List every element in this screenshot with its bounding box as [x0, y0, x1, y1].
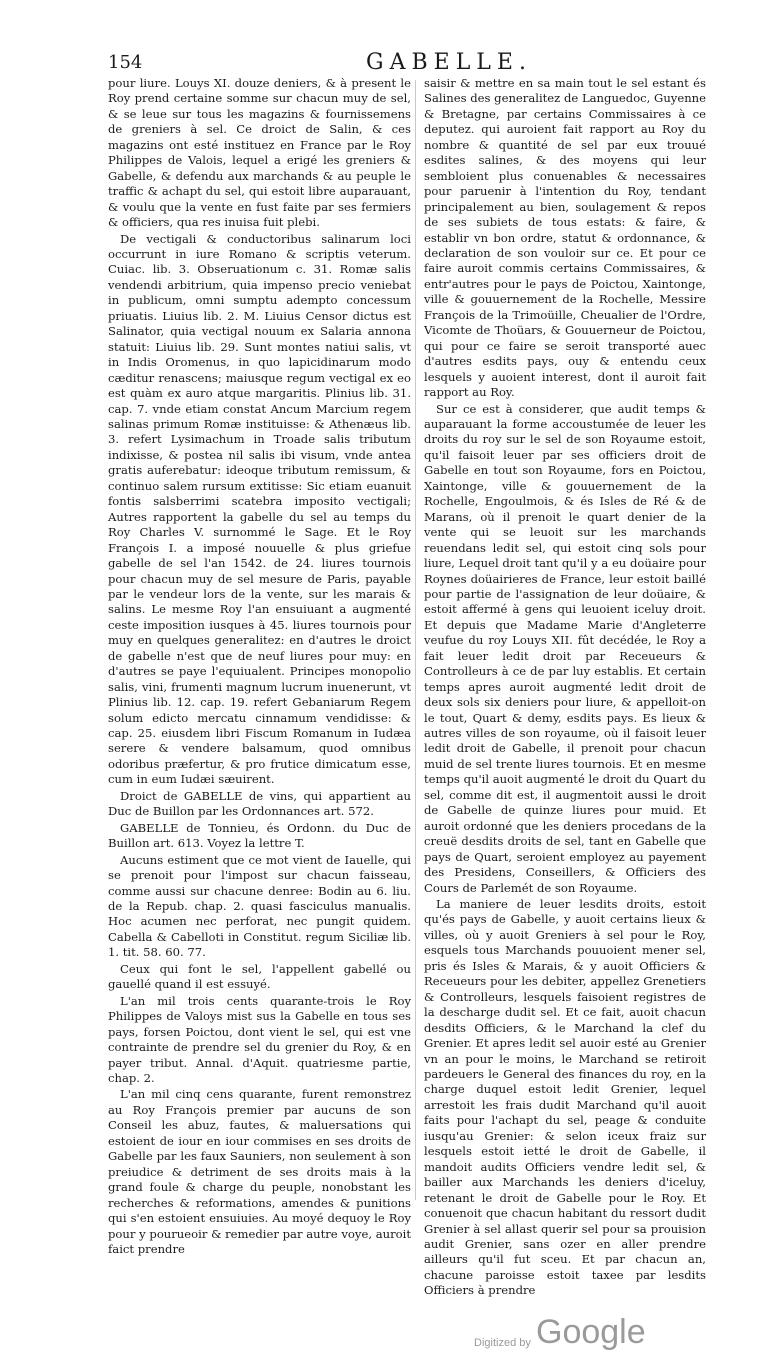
- paragraph: L'an mil trois cents quarante-trois le Roy Philippes de Valoys mist sus la Gabelle en tous ses pays, forsen Poictou, dont vient le sel, qui est vne contrainte de prendre sel du grenier du Roy, & en payer tribut. Annal. d'Aquit. quatriesme partie, chap. 2.: [108, 993, 411, 1085]
- paragraph: Ceux qui font le sel, l'appellent gabellé ou gauellé quand il est essuyé.: [108, 961, 411, 992]
- paragraph: Aucuns estiment que ce mot vient de Iauelle, qui se prenoit pour l'impost sur chacun faisseau, comme aussi sur chacune denree: Bodin au 6. liu. de la Repub. chap. 2. quasi fasciculus manualis. Hoc acumen nec perforat, nec pungit quidem. Cabella & Cabelloti in Constitut. regum Siciliæ lib. 1. tit. 58. 60. 77.: [108, 852, 411, 960]
- paragraph: pour liure. Louys XI. douze deniers, & à present le Roy prend certaine somme sur chacun muy de sel, & se leue sur tous les magazins & fournissemens de greniers à sel. Ce droict de Salin, & ces magazins ont esté instituez en France par le Roy Philippes de Valois, lequel a erigé les greniers & Gabelle, & defendu aux marchands & au peuple le traffic & achapt du sel, qui estoit libre auparauant, & voulu que la vente en fust faite par ses fermiers & officiers, qua res inuisa fuit plebi.: [108, 76, 411, 230]
- digitized-by-label: Digitized by: [474, 1337, 531, 1349]
- paragraph: GABELLE de Tonnieu, és Ordonn. du Duc de Buillon art. 613. Voyez la lettre T.: [108, 820, 411, 851]
- column-divider: [415, 80, 416, 1200]
- google-logo: Google: [536, 1313, 646, 1351]
- paragraph: Sur ce est à considerer, que audit temps & auparauant la forme accoustumée de leuer les droits du roy sur le sel de son Royaume estoit, qu'il faisoit leuer par ses officiers droit de Gabelle en tout son Royaume, fors en Poictou, Xaintonge, ville & gouuernement de la Rochelle, Engoulmois, & és Isles de Ré & de Marans, où il prenoit le quart denier de la vente qui se leuoit sur les marchands reuendans ledit sel, qui estoit cinq sols pour liure, Lequel droit tant qu'il y a eu doüaire pour Roynes doüairieres de France, leur estoit baillé pour partie de l'assignation de leur doüaire, & estoit affermé à gens qui leuoient iceluy droit. Et depuis que Madame Marie d'Angleterre veufue du roy Louys XII. fût decédée, le Roy a fait leuer ledit droit par Receueurs & Controlleurs à ce de par luy establis. Et certain temps apres auroit augmenté ledit droit de deux sols six deniers pour liure, & appelloit-on le tout, Quart & demy, esdits pays. Es lieux & autres villes de son royaume, où il faisoit leuer ledit droit de Gabelle, il prenoit pour chacun muid de sel trente liures tournois. Et en mesme temps qu'il auoit augmenté le droit du Quart du sel, comme dit est, il augmentoit aussi le droit de Gabelle de quinze liures pour muid. Et auroit ordonné que les deniers procedans de la creuë desdits droits de sel, tant en Gabelle que pays de Quart, seroient employez au payement des Presidens, Conseillers, & Officiers des Cours de Parlemét de son Royaume.: [424, 401, 706, 895]
- running-head: GABELLE.: [366, 50, 532, 75]
- digitized-by-google-watermark: [474, 1313, 674, 1353]
- paragraph: La maniere de leuer lesdits droits, estoit qu'és pays de Gabelle, y auoit certains lieux & villes, où y auoit Greniers à sel pour le Roy, esquels tous Marchands pouuoient mener sel, pris és Isles & Marais, & y auoit Officiers & Receueurs pour les debiter, appellez Grenetiers & Controlleurs, lesquels faisoient registres de la descharge dudit sel. Et ce fait, auoit chacun desdits Officiers, & le Marchand la clef du Grenier. Et apres ledit sel auoir esté au Grenier vn an pour le moins, le Marchand se retiroit pardeuers le General des finances du roy, en la charge duquel estoit ledit Grenier, lequel arrestoit les frais dudit Marchand qu'il auoit faits pour l'achapt du sel, peage & conduite iusqu'au Grenier: & selon iceux fraiz sur lesquels estoit ietté le droit de Gabelle, il mandoit audits Officiers vendre ledit sel, & bailler aux Marchands les deniers d'iceluy, retenant le droit de Gabelle pour le Roy. Et conuenoit que chacun habitant du ressort dudit Grenier à sel allast querir sel pour sa prouision audit Grenier, sans ozer en aller prendre ailleurs qu'il fut sceu. Et par chacun an, chacune paroisse estoit taxee par lesdits Officiers à prendre: [424, 897, 706, 1298]
- paragraph: De vectigali & conductoribus salinarum loci occurrunt in iure Romano & scriptis veterum. Cuiac. lib. 3. Obseruationum c. 31. Romæ salis vendendi arbitrium, quia impenso precio veniebat in publicum, omni sumptu adempto concessum priuatis. Liuius lib. 2. M. Liuius Censor dictus est Salinator, quia vectigal nouum ex Salaria annona statuit: Liuius lib. 29. Sunt montes natiui salis, vt in Indis Oromenus, in quo lapicidinarum modo cæditur renascens; maiusque regum vectigal ex eo est quàm ex auro atque margaritis. Plinius lib. 31. cap. 7. vnde etiam constat Ancum Marcium regem salinas primum Romæ instituisse: & Athenæus lib. 3. refert Lysimachum in Troade salis tributum indixisse, & postea nil salis ibi visum, vnde antea gratis auferebatur: ideoque tributum remissum, & continuo salem rursum extitisse: Sic etiam euanuit fontis salsberrimi scatebra imposito vectigali; Autres rapportent la gabelle du sel au temps du Roy Charles V. surnommé le Sage. Et le Roy François I. a imposé nouuelle & plus griefue gabelle de sel l'an 1542. de 24. liures tournois pour chacun muy de sel mesure de Paris, payable par le vendeur lors de la vente, sur les marais & salins. Le mesme Roy l'an ensuiuant a augmenté ceste imposition iusques à 45. liures tournois pour muy en quelques generalitez: en d'autres le droict de gabelle n'est que de neuf liures pour muy: en d'autres se paye l'equiualent. Principes monopolio salis, vini, frumenti magnum lucrum inuenerunt, vt Plinius lib. 12. cap. 19. refert Gebaniarum Regem solum edicto mercatu cinnamum vendidisse: & cap. 25. eiusdem libri Fiscum Romanum in Iudæa serere & vendere balsamum, quod omnibus odoribus præfertur, & pro frutice dimicatum esse, cum in eum Iudæi sæuirent.: [108, 231, 411, 787]
- paragraph: Droict de GABELLE de vins, qui appartient au Duc de Buillon par les Ordonnances art. 572.: [108, 788, 411, 819]
- paragraph: saisir & mettre en sa main tout le sel estant és Salines des generalitez de Languedoc, Guyenne & Bretagne, par certains Commissaires à ce deputez. qui auroient fait rapport au Roy du nombre & quantité de sel par eux trouué esdites salines, & des moyens qui leur sembloient plus conuenables & necessaires pour paruenir à l'intention du Roy, tendant principalement au bien, soulagement & repos de ses subiets de tous estats: & faire, & establir vn bon ordre, statut & ordonnance, & declaration de son vouloir sur ce. Et pour ce faire auroit commis certains Commissaires, & entr'autres pour le pays de Poictou, Xaintonge, ville & gouuernement de la Rochelle, Messire François de la Trimoüille, Cheualier de l'Ordre, Vicomte de Thoüars, & Gouuerneur de Poictou, qui pour ce faire se seroit transporté auec d'autres esdits pays, ouy & entendu ceux lesquels y auoient interest, dont il auroit fait rapport au Roy.: [424, 76, 706, 400]
- page-number: 154: [108, 52, 143, 73]
- paragraph: L'an mil cinq cens quarante, furent remonstrez au Roy François premier par aucuns de son Conseil les abuz, fautes, & maluersations qui estoient de iour en iour commises en ses droits de Gabelle par les faux Sauniers, non seulement à son preiudice & detriment de ses droits mais à la grand foule & charge du peuple, nonobstant les recherches & reformations, amendes & punitions qui s'en estoient ensuiuies. Au moyé dequoy le Roy pour y pourueoir & remedier par autre voye, auroit faict prendre: [108, 1087, 411, 1256]
- right-column: [424, 76, 706, 1299]
- left-column: [108, 76, 411, 1257]
